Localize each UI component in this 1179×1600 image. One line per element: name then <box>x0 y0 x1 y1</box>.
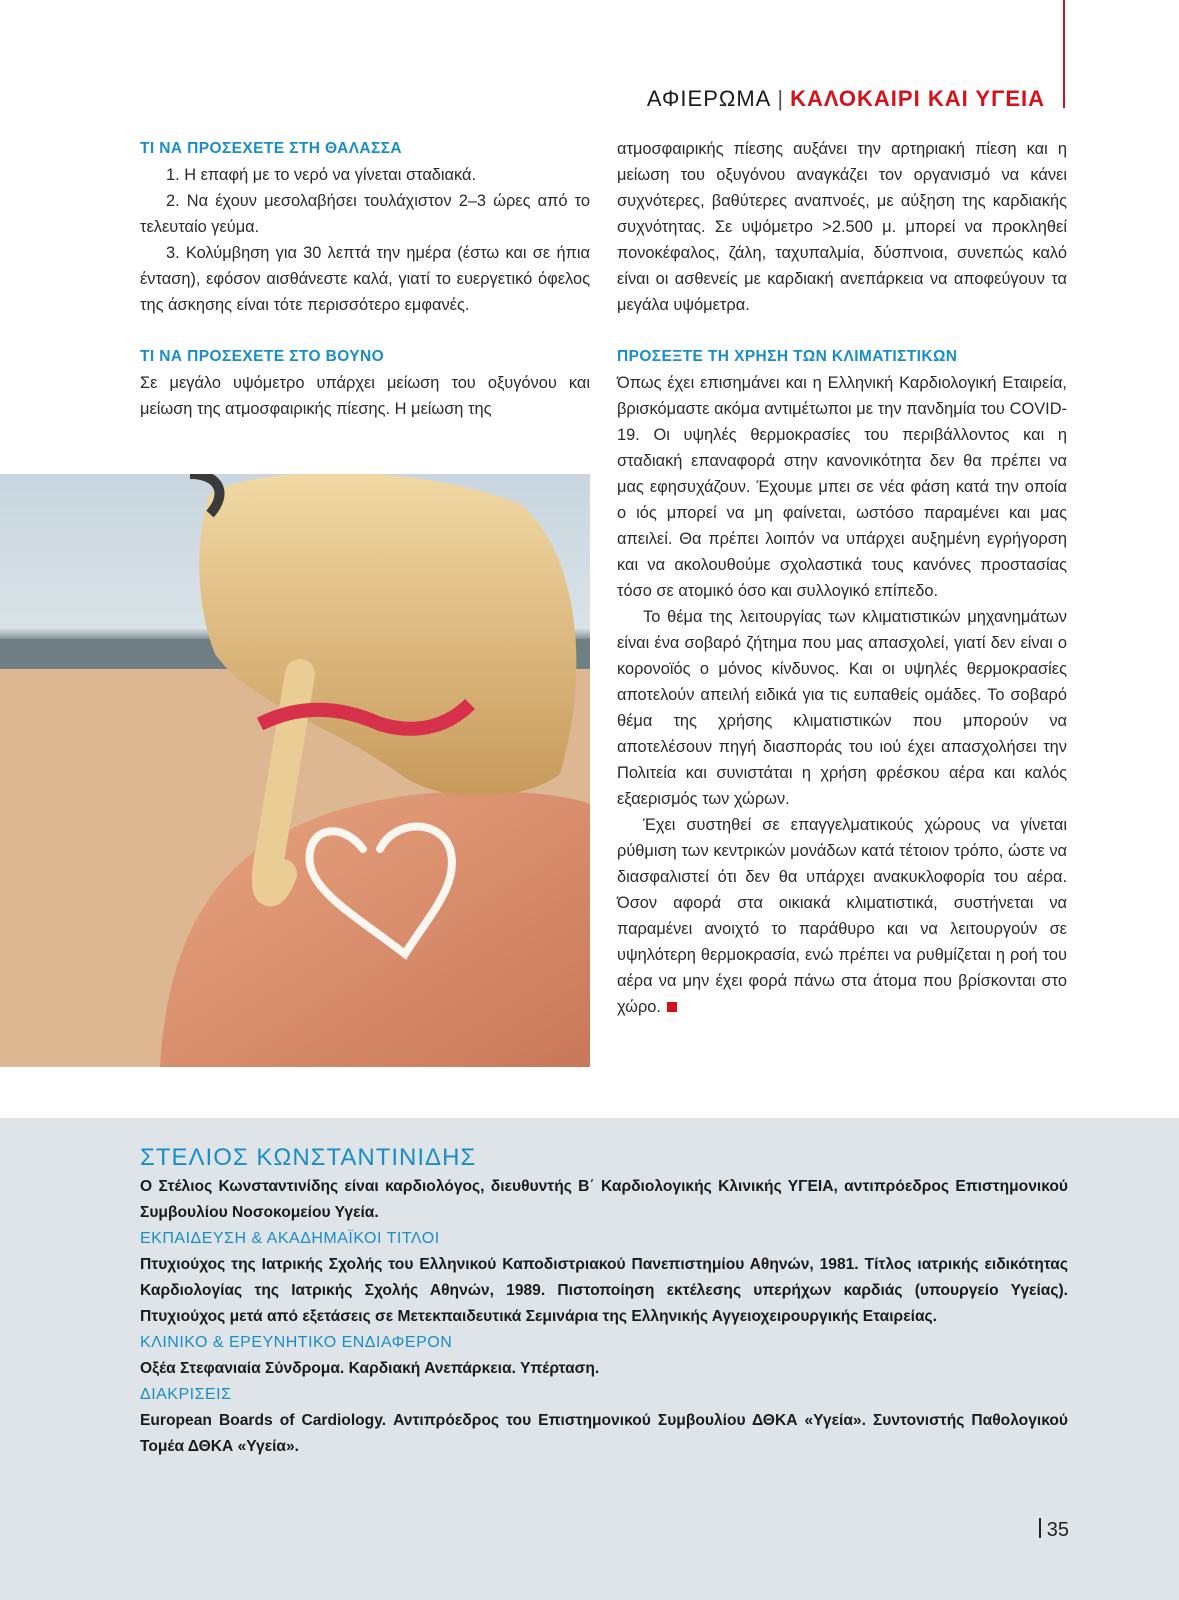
left-column <box>140 136 590 422</box>
author-bio-box <box>0 1118 1179 1600</box>
page-number <box>1039 1518 1069 1542</box>
mountain-continued: ατμοσφαιρικής πίεσης αυξάνει την αρτηριακή πίεση και η μείωση του οξυγόνου αναγκάζει τον οργανισμό να κάνει συχνότερες, βαθύτερες αναπνοές, με αύξηση της καρδιακής συχνότητας. Σε υψόμετρο >2.500 μ. μπορεί να προκληθεί πονοκέφαλος, ζάλη, ταχυπαλμία, δύσπνοια, συνεπώς καλό είναι οι ασθενείς με καρδιακή ανεπάρκεια να αποφεύγουν τα μεγάλα υψόμετρα. <box>617 140 1067 314</box>
right-column <box>617 136 1067 1020</box>
sea-item-2: 2. Να έχουν μεσολαβήσει τουλάχιστον 2–3 ώρες από το τελευταίο γεύμα. <box>140 192 590 236</box>
awards-text: European Boards of Cardiology. Αντιπρόεδρος του Επιστημονικού Συμβουλίου ΔΘΚΑ «Υγεία». Συντονιστής Παθολογικού Τομέα ΔΘΚΑ «Υγεία». <box>140 1412 1068 1455</box>
page-number-value: 35 <box>1046 1519 1069 1541</box>
interests-heading: ΚΛΙΝΙΚΟ & ΕΡΕΥΝΗΤΙΚΟ ΕΝΔΙΑΦΕΡΟΝ <box>140 1334 453 1351</box>
interests-text: Οξέα Στεφανιαία Σύνδρομα. Καρδιακή Ανεπάρκεια. Υπέρταση. <box>140 1360 600 1377</box>
header-topic: ΚΑΛΟΚΑΙΡΙ ΚΑΙ ΥΓΕΙΑ <box>790 86 1045 111</box>
page-number-divider <box>1039 1518 1041 1538</box>
beach-photo <box>0 474 590 1067</box>
ac-heading: ΠΡΟΣΕΞΤΕ ΤΗ ΧΡΗΣΗ ΤΩΝ ΚΛΙΜΑΤΙΣΤΙΚΩΝ <box>617 348 958 365</box>
mountain-heading: ΤΙ ΝΑ ΠΡΟΣΕΧΕΤΕ ΣΤΟ ΒΟΥΝΟ <box>140 348 385 365</box>
end-of-article-mark <box>667 1002 677 1012</box>
ac-paragraph-2: Το θέμα της λειτουργίας των κλιματιστικών μηχανημάτων είναι ένα σοβαρό ζήτημα που μας απασχολεί, γιατί δεν είναι ο κορονοϊός ο μόνος κίνδυνος. Και οι υψηλές θερμοκρασίες αποτελούν απειλή ειδικά για τις ευπαθείς ομάδες. Το σοβαρό θέμα της χρήσης κλιματιστικών που μπορούν να αποτελέσουν πηγή διασποράς του ιού έχει απασχολήσει την Πολιτεία και συνιστάται η χρήση φρέσκου αέρα και καλός εξαερισμός των χώρων. <box>617 608 1067 808</box>
ac-paragraph-3 <box>617 812 1067 1020</box>
mountain-text: Σε μεγάλο υψόμετρο υπάρχει μείωση του οξυγόνου και μείωση της ατμοσφαιρικής πίεσης. Η μείωση της <box>140 374 590 418</box>
sea-item-1: 1. Η επαφή με το νερό να γίνεται σταδιακά. <box>166 166 477 184</box>
ac-paragraph-3-text: Έχει συστηθεί σε επαγγελματικούς χώρους να γίνεται ρύθμιση των κεντρικών μονάδων κατά τέτοιον τρόπο, ώστε να διασφαλιστεί ότι δεν θα υπάρχει ανακυκλοφορία του αέρα. Όσον αφορά στα οικιακά κλιματιστικά, συστήνεται να παραμένει ανοιχτό το παράθυρο και να λειτουργούν σε υψηλότερη θερμοκρασία, ενώ πρέπει να ρυθμίζεται η ροή του αέρα να μην έχει φορά πάνω στα άτομα που βρίσκονται στο χώρο. <box>617 816 1067 1016</box>
header-section: ΑΦΙΕΡΩΜΑ <box>646 86 772 111</box>
running-header <box>647 86 1045 112</box>
sea-heading: ΤΙ ΝΑ ΠΡΟΣΕΧΕΤΕ ΣΤΗ ΘΑΛΑΣΣΑ <box>140 140 403 157</box>
awards-heading: ΔΙΑΚΡΙΣΕΙΣ <box>140 1386 232 1403</box>
education-text: Πτυχιούχος της Ιατρικής Σχολής του Ελληνικού Καποδιστριακού Πανεπιστημίου Αθηνών, 1981. Τίτλος ιατρικής ειδικότητας Καρδιολογίας της Ιατρικής Σχολής Αθηνών, 1989. Πιστοποίηση εκτέλεσης υπερήχων καρδιάς (υπουργείο Υγείας). Πτυχιούχος μετά από εξετάσεις σε Μετεκπαιδευτικά Σεμινάρια της Ελληνικής Αγγειοχειρουργικής Εταιρείας. <box>140 1256 1068 1325</box>
author-intro: Ο Στέλιος Κωνσταντινίδης είναι καρδιολόγος, διευθυντής Β΄ Καρδιολογικής Κλινικής ΥΓΕΙΑ, αντιπρόεδρος Επιστημονικού Συμβουλίου Νοσοκομείου Υγεία. <box>140 1178 1068 1221</box>
sea-item-3: 3. Κολύμβηση για 30 λεπτά την ημέρα (έστω και σε ήπια ένταση), εφόσον αισθάνεστε καλά, γιατί το ευεργετικό όφελος της άσκησης είναι τότε περισσότερο εμφανές. <box>140 244 590 314</box>
author-name: ΣΤΕΛΙΟΣ ΚΩΝΣΤΑΝΤΙΝΙΔΗΣ <box>140 1144 477 1171</box>
ac-paragraph-1: Όπως έχει επισημάνει και η Ελληνική Καρδιολογική Εταιρεία, βρισκόμαστε ακόμα αντιμέτωποι με την πανδημία του COVID-19. Οι υψηλές θερμοκρασίες του περιβάλλοντος και η σταδιακή επαναφορά στην κανονικότητα δεν θα πρέπει να μας εφησυχάζουν. Έχουμε μπει σε νέα φάση κατά την οποία ο ιός μπορεί να μη φαίνεται, ωστόσο παραμένει και μας απειλεί. Θα πρέπει λοιπόν να υπάρχει αυξημένη εγρήγορση και να ακολουθούμε σχολαστικά τους κανόνες προστασίας τόσο σε ατομικό όσο και συλλογικό επίπεδο. <box>617 374 1067 600</box>
top-red-rule <box>1063 0 1065 108</box>
header-separator: | <box>777 86 785 111</box>
education-heading: ΕΚΠΑΙΔΕΥΣΗ & ΑΚΑΔΗΜΑΪΚΟΙ ΤΙΤΛΟΙ <box>140 1230 440 1247</box>
